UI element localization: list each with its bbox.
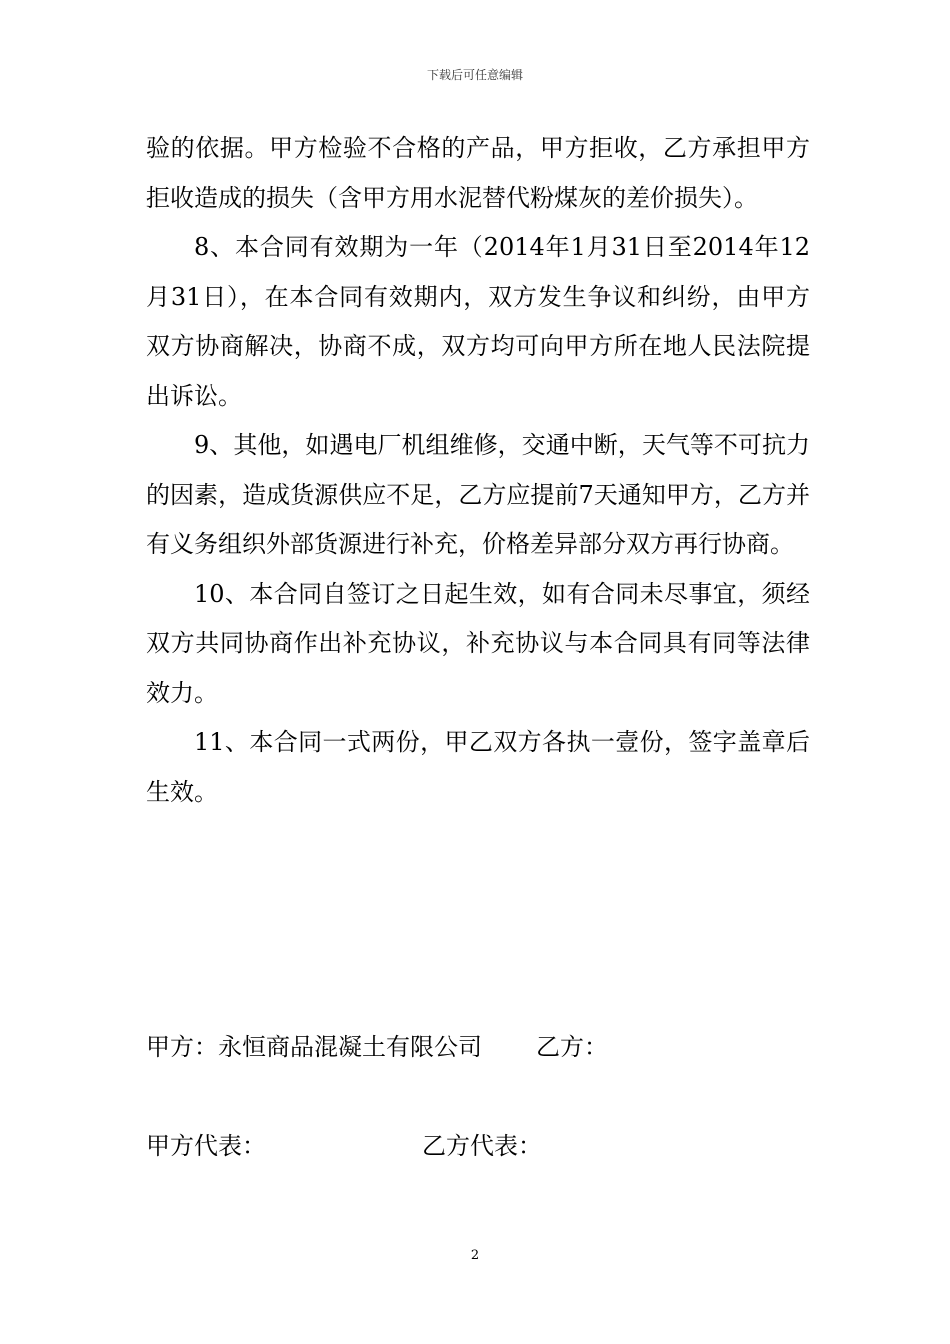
signature-parties-row — [146, 1031, 608, 1063]
paragraph-clause-10: 10、本合同自签订之日起生效，如有合同未尽事宜，须经双方共同协商作出补充协议，补充协议与本合同具有同等法律效力。 — [146, 579, 810, 707]
paragraph-clause-8: 8、本合同有效期为一年（2014年1月31日至2014年12月31日），在本合同有效期内，双方发生争议和纠纷，由甲方双方协商解决，协商不成，双方均可向甲方所在地人民法院提出诉讼。 — [146, 233, 810, 410]
party-a-label: 甲方：永恒商品混凝土有限公司 — [146, 1033, 482, 1061]
header-note: 下载后可任意编辑 — [426, 68, 523, 82]
party-b-label: 乙方： — [536, 1033, 608, 1061]
paragraph-clause-9: 9、其他，如遇电厂机组维修，交通中断，天气等不可抗力的因素，造成货源供应不足，乙方应提前7天通知甲方，乙方并有义务组织外部货源进行补充，价格差异部分双方再行协商。 — [146, 431, 810, 558]
rep-a-label: 甲方代表： — [146, 1132, 266, 1160]
rep-b-label: 乙方代表： — [422, 1132, 542, 1160]
page-number: 2 — [470, 1248, 480, 1263]
contract-body — [146, 124, 810, 817]
paragraph-inspection-basis: 验的依据。甲方检验不合格的产品，甲方拒收，乙方承担甲方拒收造成的损失（含甲方用水泥替代粉煤灰的差价损失）。 — [146, 134, 810, 212]
signature-representatives-row — [146, 1130, 542, 1162]
paragraph-clause-11: 11、本合同一式两份，甲乙双方各执一壹份，签字盖章后生效。 — [146, 728, 810, 806]
